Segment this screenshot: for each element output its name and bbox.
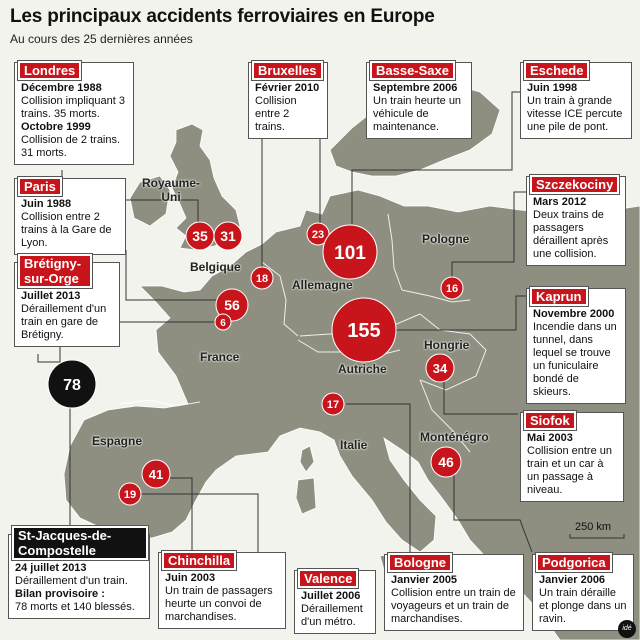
date-kaprun: Novembre 2000 <box>533 308 615 320</box>
desc-chinchilla: Un train de passagers heurte un convoi de marchandises. <box>165 585 273 623</box>
desc-londres-1: Collision impliquant 3 trains. 35 morts. <box>21 95 125 120</box>
accident-paris <box>14 178 126 255</box>
desc-podgorica: Un train déraille et plonge dans un ravin. <box>539 587 627 625</box>
city-bretigny: Brétigny-sur-Orge <box>18 254 92 288</box>
desc-kaprun: Incendie dans un tunnel, dans lequel se trouve un funiculaire bondé de skieurs. <box>533 321 617 398</box>
city-valence: Valence <box>298 569 358 588</box>
scale-label: 250 km <box>575 521 612 533</box>
country-poland: Pologne <box>422 232 470 246</box>
country-hungary: Hongrie <box>424 338 470 352</box>
accident-bruxelles <box>248 62 328 139</box>
date-londres-1: Décembre 1988 <box>21 82 102 94</box>
date-bologne: Janvier 2005 <box>391 574 458 586</box>
accident-compostelle <box>8 528 150 619</box>
city-basse-saxe: Basse-Saxe <box>370 61 455 80</box>
city-kaprun: Kaprun <box>530 287 588 306</box>
accident-bologne <box>384 554 524 631</box>
accident-basse-saxe <box>366 62 472 139</box>
desc-bologne: Collision entre un train de voyageurs et un train de marchandises. <box>391 587 516 625</box>
city-paris: Paris <box>18 177 62 196</box>
accident-kaprun <box>526 288 626 404</box>
country-austria: Autriche <box>338 362 387 376</box>
accident-bretigny <box>14 256 120 347</box>
desc-compostelle-1: Déraillement d'un train. <box>15 575 128 587</box>
desc-eschede: Un train à grande vitesse ICE percute une pile de pont. <box>527 95 623 133</box>
marker-paris-label: 56 <box>224 297 240 313</box>
marker-bruxelles-label: 18 <box>255 273 269 285</box>
date-podgorica: Janvier 2006 <box>539 574 606 586</box>
accident-siofok <box>520 412 624 502</box>
date-bretigny: Juillet 2013 <box>21 290 81 302</box>
city-bologne: Bologne <box>388 553 452 572</box>
date-valence: Juillet 2006 <box>301 590 361 602</box>
accident-szczekociny <box>526 176 626 266</box>
city-siofok: Siofok <box>524 411 576 430</box>
desc-szczekociny: Deux trains de passagers déraillent après une collision. <box>533 209 609 260</box>
desc-bretigny: Déraillement d'un train en gare de Brétigny. <box>21 303 107 341</box>
country-italy: Italie <box>340 438 368 452</box>
country-france: France <box>200 350 240 364</box>
date-chinchilla: Juin 2003 <box>165 572 216 584</box>
desc-valence: Déraillement d'un métro. <box>301 603 363 628</box>
marker-basse-saxe-label: 23 <box>311 229 325 241</box>
country-montenegro: Monténégro <box>420 430 489 444</box>
page-subtitle: Au cours des 25 dernières années <box>10 32 193 46</box>
date-basse-saxe: Septembre 2006 <box>373 82 458 94</box>
accident-londres <box>14 62 134 165</box>
marker-bretigny-label: 6 <box>220 318 226 329</box>
city-szczekociny: Szczekociny <box>530 175 619 194</box>
desc-compostelle-2: 78 morts et 140 blessés. <box>15 601 135 613</box>
accident-chinchilla <box>158 552 286 629</box>
city-podgorica: Podgorica <box>536 553 612 572</box>
accident-podgorica <box>532 554 634 631</box>
desc-bruxelles: Collision entre 2 trains. <box>255 95 297 133</box>
country-spain: Espagne <box>92 434 143 448</box>
country-belgium: Belgique <box>190 260 241 274</box>
city-compostelle: St-Jacques-de-Compostelle <box>12 526 148 560</box>
date-eschede: Juin 1998 <box>527 82 578 94</box>
desc-siofok: Collision entre un train et un car à un passage à niveau. <box>527 445 612 496</box>
accident-valence <box>294 570 376 634</box>
date-szczekociny: Mars 2012 <box>533 196 587 208</box>
page-title: Les principaux accidents ferroviaires en Europe <box>10 6 435 27</box>
date-compostelle: 24 juillet 2013 <box>15 562 87 574</box>
country-uk: Royaume- Uni <box>142 176 201 204</box>
publisher-logo: idé <box>618 620 636 638</box>
marker-londres-b-label: 31 <box>220 228 236 244</box>
date-bruxelles: Février 2010 <box>255 82 320 94</box>
date-londres-2: Octobre 1999 <box>21 121 91 133</box>
marker-eschede-label: 101 <box>334 243 366 264</box>
city-chinchilla: Chinchilla <box>162 551 236 570</box>
marker-kaprun-label: 155 <box>347 320 381 342</box>
bilan-compostelle: Bilan provisoire : <box>15 588 105 600</box>
desc-basse-saxe: Un train heurte un véhicule de maintenance. <box>373 95 462 133</box>
marker-szczekociny-label: 16 <box>445 283 459 295</box>
desc-londres-2: Collision de 2 trains. 31 morts. <box>21 134 121 159</box>
city-bruxelles: Bruxelles <box>252 61 323 80</box>
desc-paris: Collision entre 2 trains à la Gare de Lyon. <box>21 211 112 249</box>
accident-eschede <box>520 62 632 139</box>
city-eschede: Eschede <box>524 61 589 80</box>
marker-siofok-label: 34 <box>432 361 448 376</box>
marker-valence-es-label: 19 <box>123 489 137 501</box>
marker-podgorica-label: 46 <box>438 454 454 470</box>
date-siofok: Mai 2003 <box>527 432 573 444</box>
marker-londres-a-label: 35 <box>192 228 208 244</box>
marker-valence-label: 17 <box>326 399 340 411</box>
marker-chinchilla-label: 41 <box>148 467 164 482</box>
city-londres: Londres <box>18 61 81 80</box>
country-germany: Allemagne <box>292 278 353 292</box>
date-paris: Juin 1988 <box>21 198 72 210</box>
marker-compostelle-label: 78 <box>63 377 81 394</box>
